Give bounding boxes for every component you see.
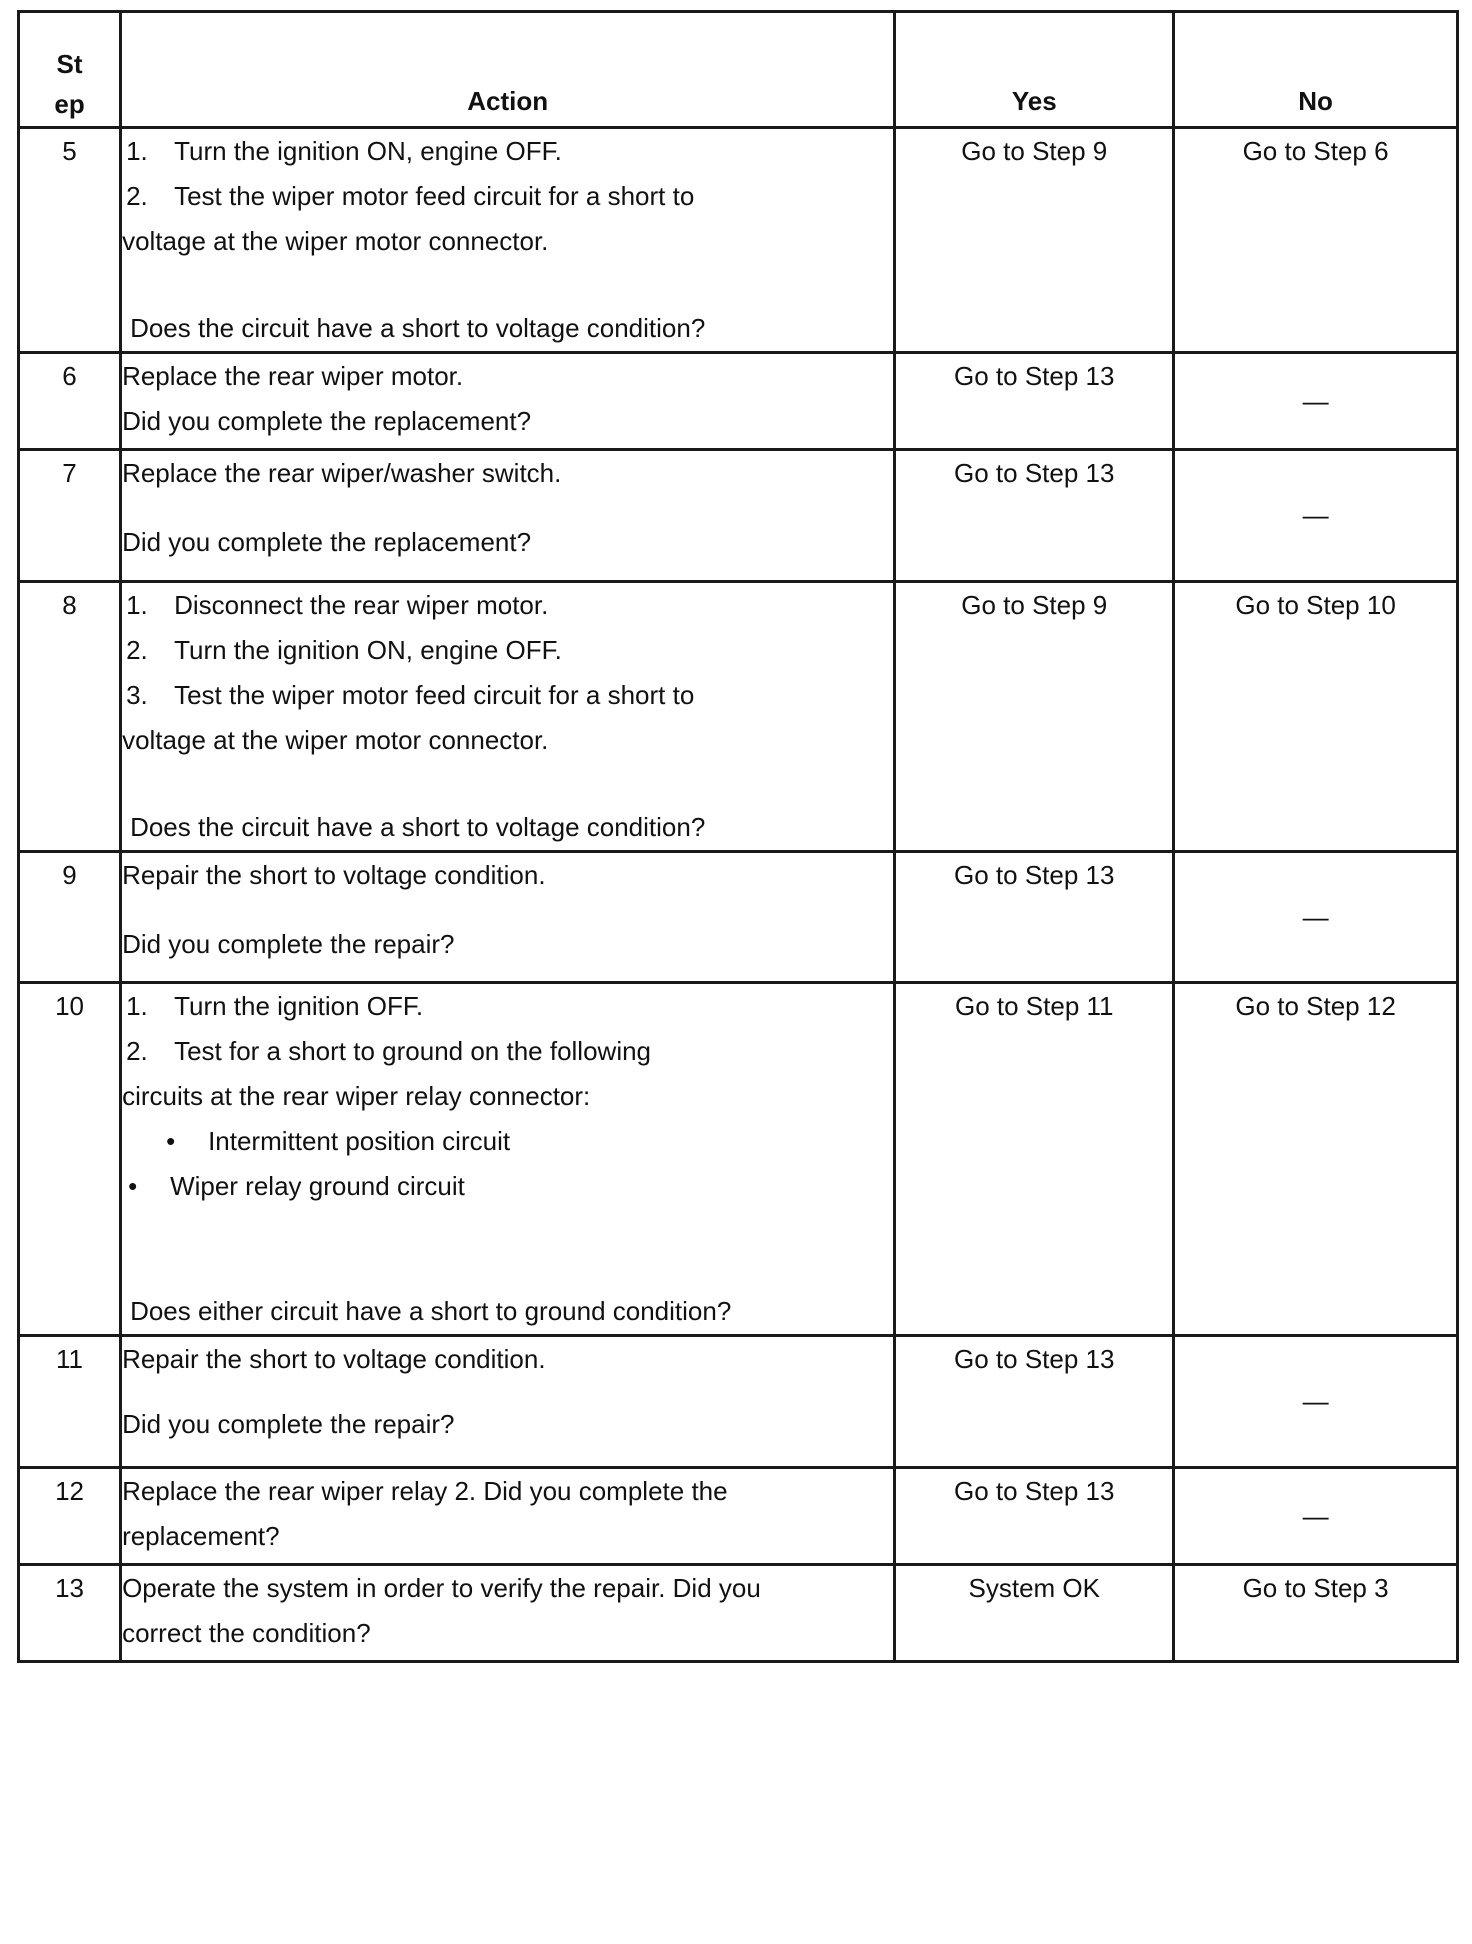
action-line — [122, 628, 893, 673]
action-cell — [121, 128, 895, 353]
table-row-step-11 — [19, 1336, 1458, 1468]
action-text: Turn the ignition OFF. — [174, 991, 424, 1021]
action-question: Did you complete the repair? — [122, 1409, 455, 1439]
yes-result: Go to Step 13 — [895, 1336, 1174, 1468]
action-question: Did you complete the replacement? — [122, 527, 532, 557]
list-number: 1. — [126, 590, 148, 620]
action-line — [122, 1164, 893, 1209]
table-row-step-10 — [19, 983, 1458, 1336]
action-cell — [121, 582, 895, 852]
action-text: replacement? — [122, 1521, 280, 1551]
action-text: Disconnect the rear wiper motor. — [174, 590, 549, 620]
list-number: 2. — [126, 635, 148, 665]
action-text: Repair the short to voltage condition. — [122, 1344, 546, 1374]
action-cell — [121, 1336, 895, 1468]
action-text: Test the wiper motor feed circuit for a short to — [174, 680, 695, 710]
step-number: 5 — [19, 128, 121, 353]
action-line — [122, 1119, 893, 1164]
no-result: Go to Step 12 — [1174, 983, 1458, 1336]
yes-result: System OK — [895, 1565, 1174, 1662]
action-line — [122, 583, 893, 628]
yes-result: Go to Step 9 — [895, 582, 1174, 852]
action-text: Test for a short to ground on the following — [174, 1036, 652, 1066]
table-row-step-7 — [19, 450, 1458, 582]
no-result: Go to Step 3 — [1174, 1565, 1458, 1662]
yes-result: Go to Step 9 — [895, 128, 1174, 353]
action-text: Replace the rear wiper/washer switch. — [122, 458, 562, 488]
action-text: voltage at the wiper motor connector. — [122, 725, 549, 755]
action-text: Replace the rear wiper relay 2. Did you complete the — [122, 1476, 728, 1506]
no-result: — — [1174, 1336, 1458, 1468]
table-row-step-13 — [19, 1565, 1458, 1662]
action-text: Intermittent position circuit — [208, 1126, 511, 1156]
step-number: 11 — [19, 1336, 121, 1468]
action-question: Did you complete the repair? — [122, 929, 455, 959]
action-text: voltage at the wiper motor connector. — [122, 226, 549, 256]
step-header-line2: ep — [54, 89, 85, 119]
action-text: Test the wiper motor feed circuit for a short to — [174, 181, 695, 211]
table-row-step-6 — [19, 353, 1458, 450]
yes-result: Go to Step 13 — [895, 353, 1174, 450]
no-result: Go to Step 10 — [1174, 582, 1458, 852]
step-number: 8 — [19, 582, 121, 852]
action-line — [122, 673, 893, 718]
table-row-step-9 — [19, 852, 1458, 983]
no-result: Go to Step 6 — [1174, 128, 1458, 353]
action-text: Turn the ignition ON, engine OFF. — [174, 136, 562, 166]
step-number: 6 — [19, 353, 121, 450]
list-number: 2. — [126, 1036, 148, 1066]
step-number: 9 — [19, 852, 121, 983]
action-cell — [121, 1468, 895, 1565]
action-text: correct the condition? — [122, 1618, 371, 1648]
action-text: Repair the short to voltage condition. — [122, 860, 546, 890]
action-text: Replace the rear wiper motor. — [122, 361, 464, 391]
action-cell — [121, 353, 895, 450]
action-line — [122, 1029, 893, 1074]
action-question: Does the circuit have a short to voltage condition? — [130, 812, 706, 842]
step-number: 7 — [19, 450, 121, 582]
no-column-header: No — [1174, 12, 1458, 128]
table-row-step-5 — [19, 128, 1458, 353]
step-number: 12 — [19, 1468, 121, 1565]
diagnostic-table — [17, 10, 1459, 1663]
action-question: Did you complete the replacement? — [122, 406, 532, 436]
action-question: Does either circuit have a short to ground condition? — [130, 1296, 732, 1326]
step-number: 10 — [19, 983, 121, 1336]
action-cell — [121, 983, 895, 1336]
action-text: Wiper relay ground circuit — [170, 1171, 465, 1201]
list-number: 1. — [126, 136, 148, 166]
no-result: — — [1174, 450, 1458, 582]
list-number: 2. — [126, 181, 148, 211]
action-text: circuits at the rear wiper relay connector: — [122, 1081, 591, 1111]
list-number: 1. — [126, 991, 148, 1021]
no-result: — — [1174, 353, 1458, 450]
step-number: 13 — [19, 1565, 121, 1662]
action-line — [122, 984, 893, 1029]
yes-column-header: Yes — [895, 12, 1174, 128]
action-cell — [121, 852, 895, 983]
yes-result: Go to Step 13 — [895, 1468, 1174, 1565]
no-result: — — [1174, 852, 1458, 983]
action-cell — [121, 450, 895, 582]
action-line — [122, 129, 893, 174]
table-row-step-8 — [19, 582, 1458, 852]
yes-result: Go to Step 13 — [895, 450, 1174, 582]
action-question: Does the circuit have a short to voltage condition? — [130, 313, 706, 343]
header-row — [19, 12, 1458, 128]
yes-result: Go to Step 11 — [895, 983, 1174, 1336]
table-row-step-12 — [19, 1468, 1458, 1565]
bullet: • — [166, 1126, 176, 1156]
step-header-line1: St — [56, 49, 83, 79]
action-column-header: Action — [121, 12, 895, 128]
action-line — [122, 174, 893, 219]
action-text: Operate the system in order to verify the repair. Did you — [122, 1573, 761, 1603]
yes-result: Go to Step 13 — [895, 852, 1174, 983]
bullet: • — [128, 1171, 138, 1201]
list-number: 3. — [126, 680, 148, 710]
no-result: — — [1174, 1468, 1458, 1565]
step-column-header — [19, 12, 121, 128]
action-cell — [121, 1565, 895, 1662]
action-text: Turn the ignition ON, engine OFF. — [174, 635, 562, 665]
